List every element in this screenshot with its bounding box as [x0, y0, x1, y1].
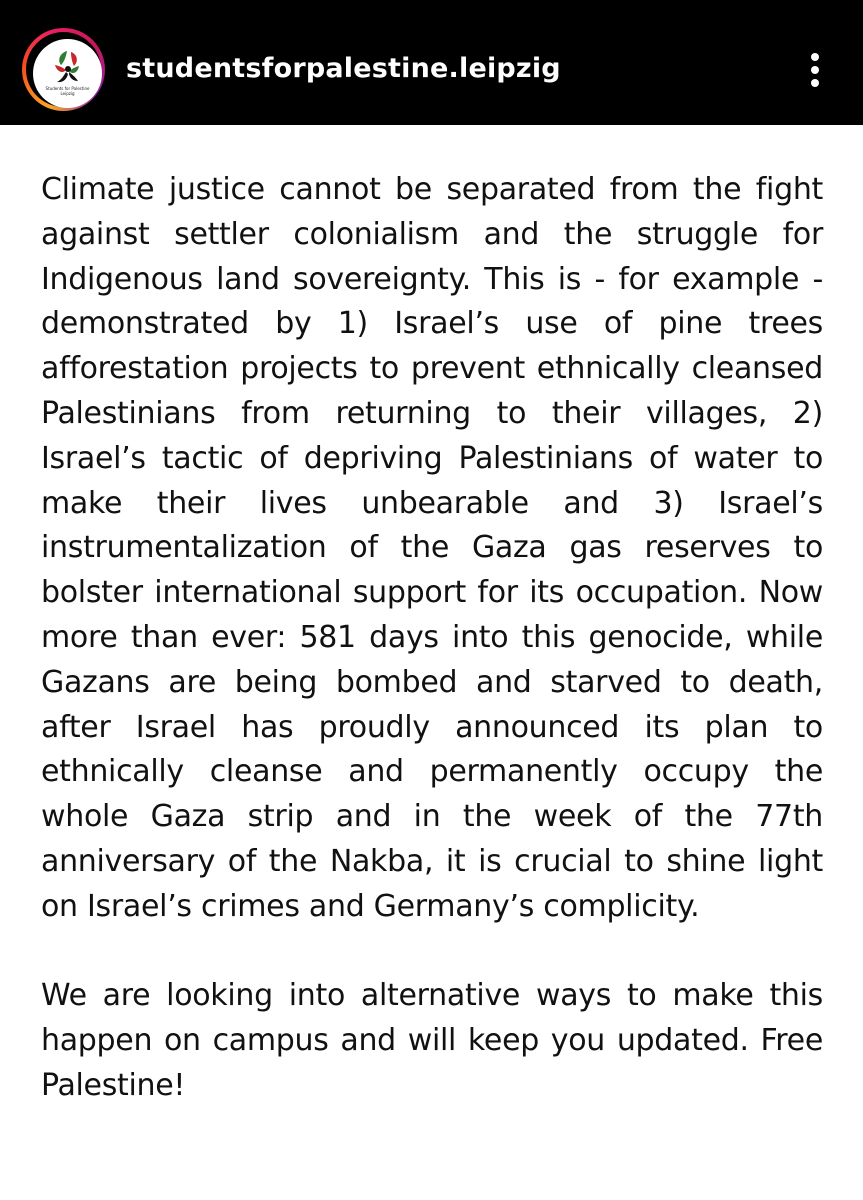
username[interactable]: studentsforpalestine.leipzig	[126, 53, 561, 84]
post-caption	[41, 168, 823, 1109]
avatar[interactable]	[33, 39, 102, 108]
avatar-gap	[26, 32, 101, 107]
post-header	[0, 0, 863, 125]
caption-paragraph-1: Climate justice cannot be separated from the fight against settler colonialism and the struggle for Indigenous land sovereignty. This is - for example - demonstrated by 1) Israel’s use of pine trees afforestation projects to prevent ethnically cleansed Palestinians from returning to their villages, 2) Israel’s tactic of depriving Palestinians of water to make their lives unbearable and 3) Israel’s instrumentalization of the Gaza gas reserves to bolster international support for its occupation. Now more than ever: 581 days into this genocide, while Gazans are being bombed and starved to death, after Israel has proudly announced its plan to ethnically cleanse and permanently occupy the whole Gaza strip and in the week of the 77th anniversary of the Nakba, it is crucial to shine light on Israel’s crimes and Germany’s complicity.	[41, 172, 823, 924]
avatar-caption: Students for Palestine Leipzig	[45, 86, 90, 96]
caption-paragraph-2: We are looking into alternative ways to make this happen on campus and will keep you updated. Free Palestine!	[41, 978, 823, 1103]
more-vertical-icon	[798, 48, 832, 92]
story-ring[interactable]	[22, 28, 105, 111]
logo-icon	[33, 39, 102, 108]
more-options-button[interactable]	[798, 48, 832, 92]
